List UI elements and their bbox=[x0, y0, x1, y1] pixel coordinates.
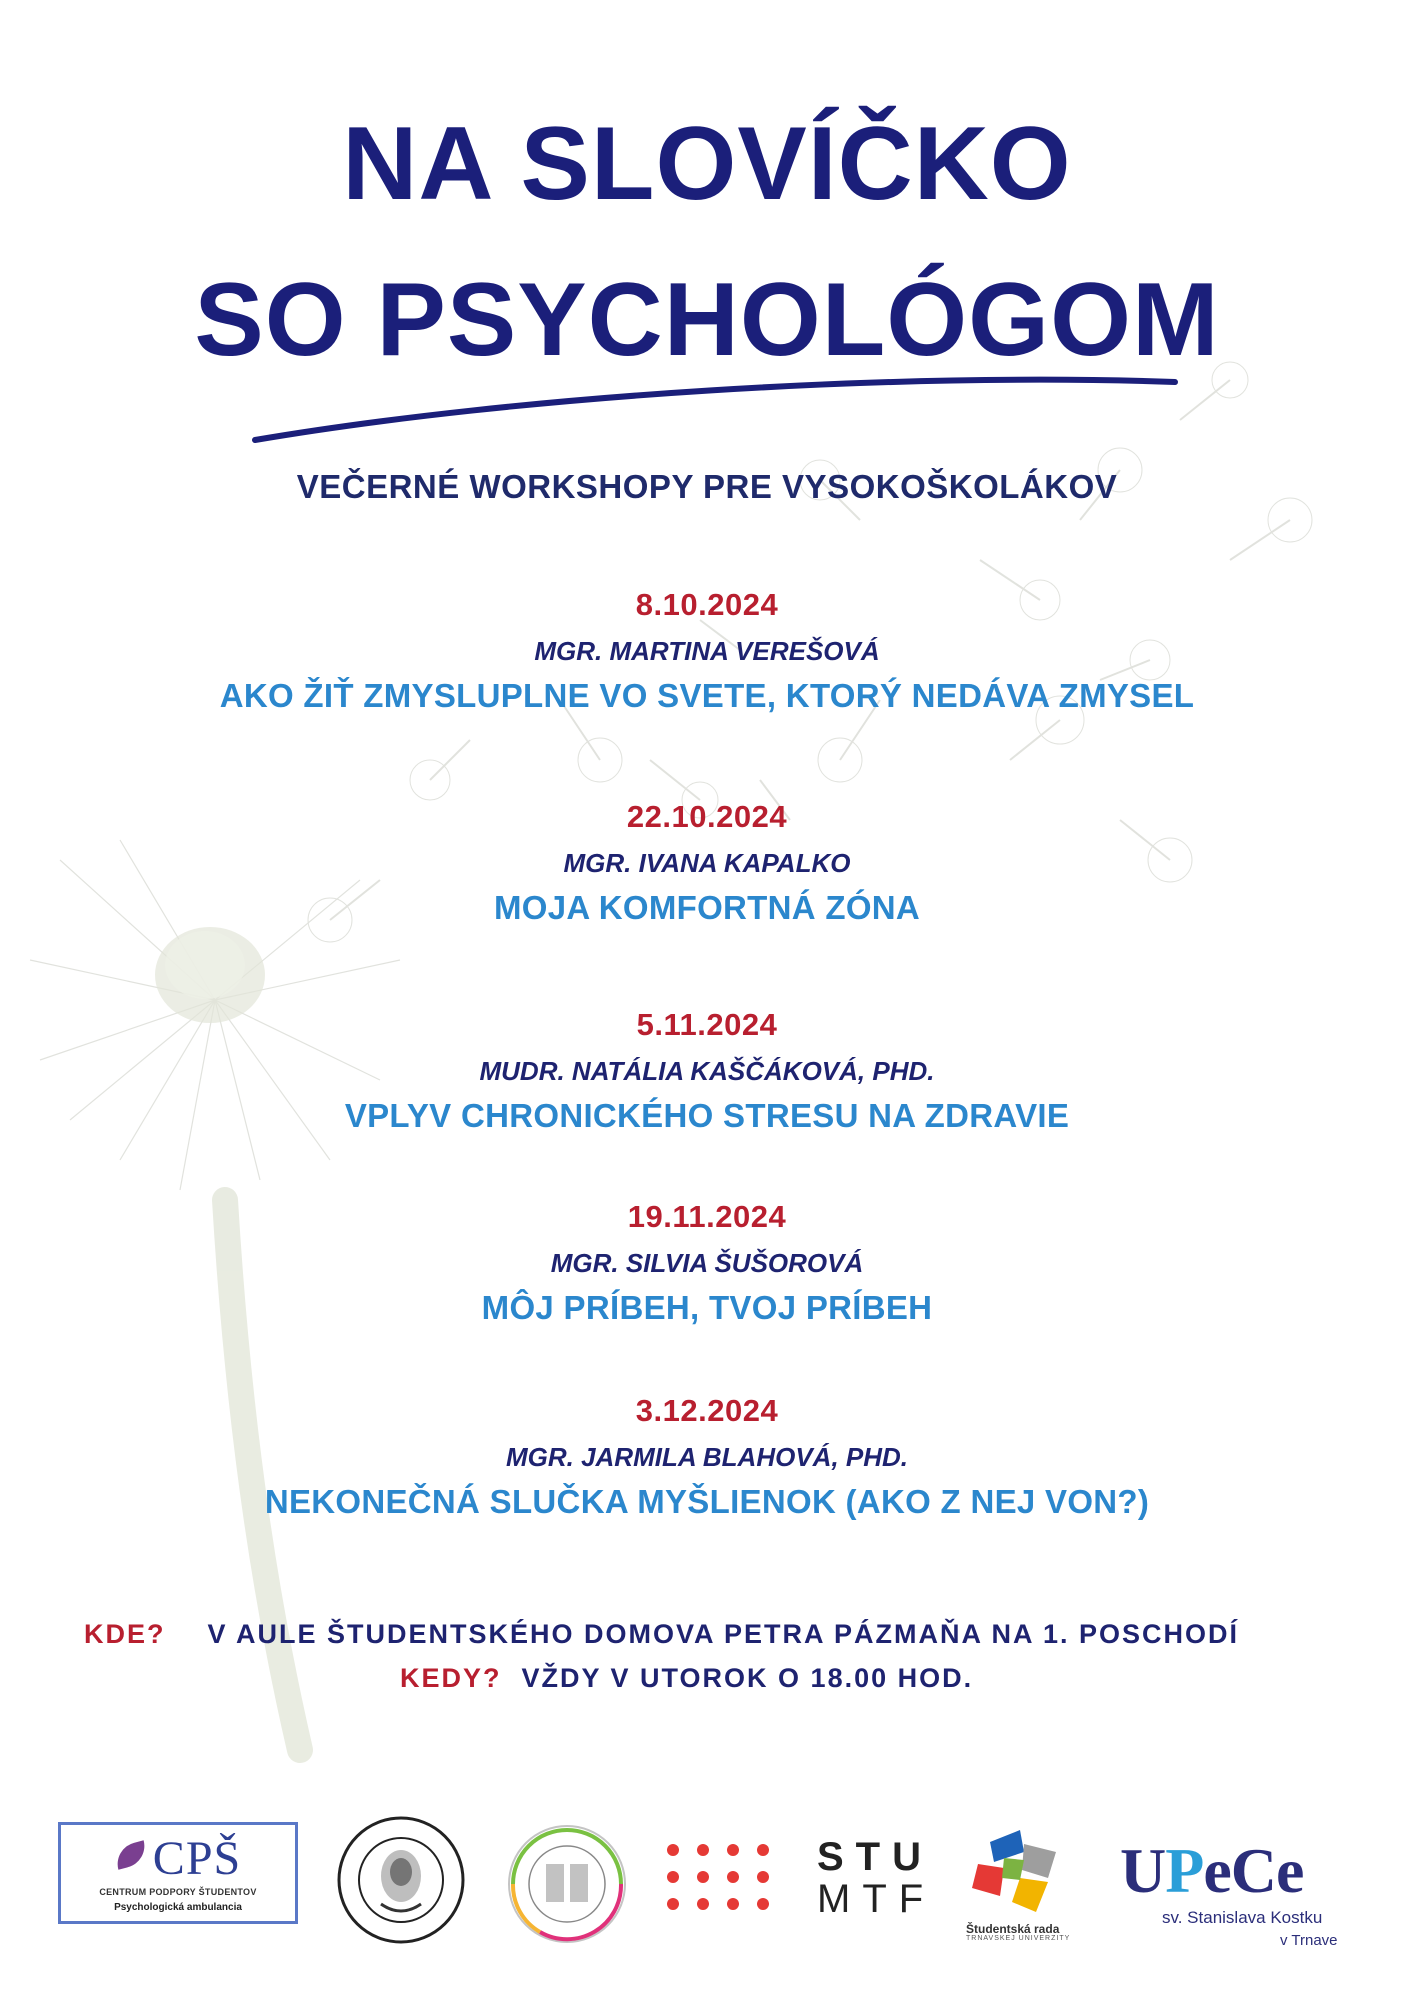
student-council-subtitle: TRNAVSKEJ UNIVERZITY bbox=[966, 1935, 1071, 1942]
venue-info bbox=[84, 1619, 1239, 1650]
event-topic: MOJA KOMFORTNÁ ZÓNA bbox=[493, 889, 921, 926]
event-topic: NEKONEČNÁ SLUČKA MYŠLIENOK (AKO Z NEJ VON?) bbox=[264, 1483, 1150, 1520]
time-text: VŽDY V UTOROK O 18.00 HOD. bbox=[521, 1663, 974, 1693]
upece-logo-u: U bbox=[1120, 1835, 1166, 1906]
cps-logo-caption: Psychologická ambulancia bbox=[114, 1902, 242, 1913]
event-date: 19.11.2024 bbox=[627, 1199, 787, 1234]
poster-subtitle: VEČERNÉ WORKSHOPY PRE VYSOKOŠKOLÁKOV bbox=[296, 468, 1118, 505]
upece-logo-rest: eCe bbox=[1203, 1835, 1304, 1906]
event-speaker: MGR. IVANA KAPALKO bbox=[563, 848, 851, 878]
studentska-rada-logo bbox=[960, 1822, 1090, 1942]
event-date: 3.12.2024 bbox=[635, 1393, 779, 1428]
event-date: 22.10.2024 bbox=[626, 799, 788, 834]
event-speaker: MGR. SILVIA ŠUŠOROVÁ bbox=[550, 1248, 864, 1278]
poster-title-line-1: NA SLOVÍČKO bbox=[342, 106, 1072, 222]
event-item bbox=[0, 1197, 1414, 1329]
poster-title-line-2: SO PSYCHOLÓGOM bbox=[194, 262, 1220, 378]
upece-logo-location: v Trnave bbox=[1280, 1932, 1338, 1949]
event-topic: MÔJ PRÍBEH, TVOJ PRÍBEH bbox=[481, 1289, 933, 1326]
event-speaker: MGR. MARTINA VEREŠOVÁ bbox=[534, 636, 880, 666]
cps-logo-subtitle: CENTRUM PODPORY ŠTUDENTOV bbox=[99, 1887, 257, 1897]
event-item bbox=[0, 585, 1414, 717]
time-label: KEDY? bbox=[400, 1663, 502, 1693]
leaf-icon bbox=[112, 1840, 149, 1870]
venue-label: KDE? bbox=[84, 1619, 166, 1649]
event-date: 8.10.2024 bbox=[635, 587, 779, 622]
student-council-name: Študentská rada bbox=[966, 1922, 1060, 1936]
upece-logo-wordmark bbox=[1120, 1835, 1304, 1906]
event-item bbox=[0, 1391, 1414, 1523]
venue-text: V AULE ŠTUDENTSKÉHO DOMOVA PETRA PÁZMAŇA NA 1. POSCHODÍ bbox=[207, 1619, 1240, 1649]
stu-logo-text: STU bbox=[817, 1835, 933, 1879]
event-topic: VPLYV CHRONICKÉHO STRESU NA ZDRAVIE bbox=[344, 1097, 1070, 1134]
dot-grid-icon bbox=[665, 1842, 785, 1912]
event-item bbox=[0, 1005, 1414, 1137]
event-item bbox=[0, 797, 1414, 929]
student-council-emblem-icon bbox=[960, 1822, 1070, 1922]
upece-logo-p: P bbox=[1165, 1835, 1204, 1906]
cps-logo-name: CPŠ bbox=[152, 1832, 242, 1885]
stu-mtf-logo bbox=[665, 1835, 936, 1921]
title-underline-stroke bbox=[0, 0, 1414, 460]
upece-logo-subtitle: sv. Stanislava Kostku bbox=[1162, 1908, 1323, 1927]
university-seal-icon bbox=[500, 1812, 634, 1946]
universitas-tyrnaviensis-seal-icon bbox=[335, 1814, 467, 1946]
event-speaker: MGR. JARMILA BLAHOVÁ, PHD. bbox=[505, 1442, 909, 1472]
event-date: 5.11.2024 bbox=[636, 1007, 778, 1042]
cps-logo bbox=[58, 1822, 298, 1924]
event-topic: AKO ŽIŤ ZMYSLUPLNE VO SVETE, KTORÝ NEDÁVA ZMYSEL bbox=[219, 677, 1195, 714]
time-info bbox=[400, 1663, 973, 1694]
event-speaker: MUDR. NATÁLIA KAŠČÁKOVÁ, PHD. bbox=[479, 1056, 935, 1086]
mtf-logo-text: MTF bbox=[817, 1877, 936, 1921]
upece-logo bbox=[1120, 1835, 1360, 1958]
